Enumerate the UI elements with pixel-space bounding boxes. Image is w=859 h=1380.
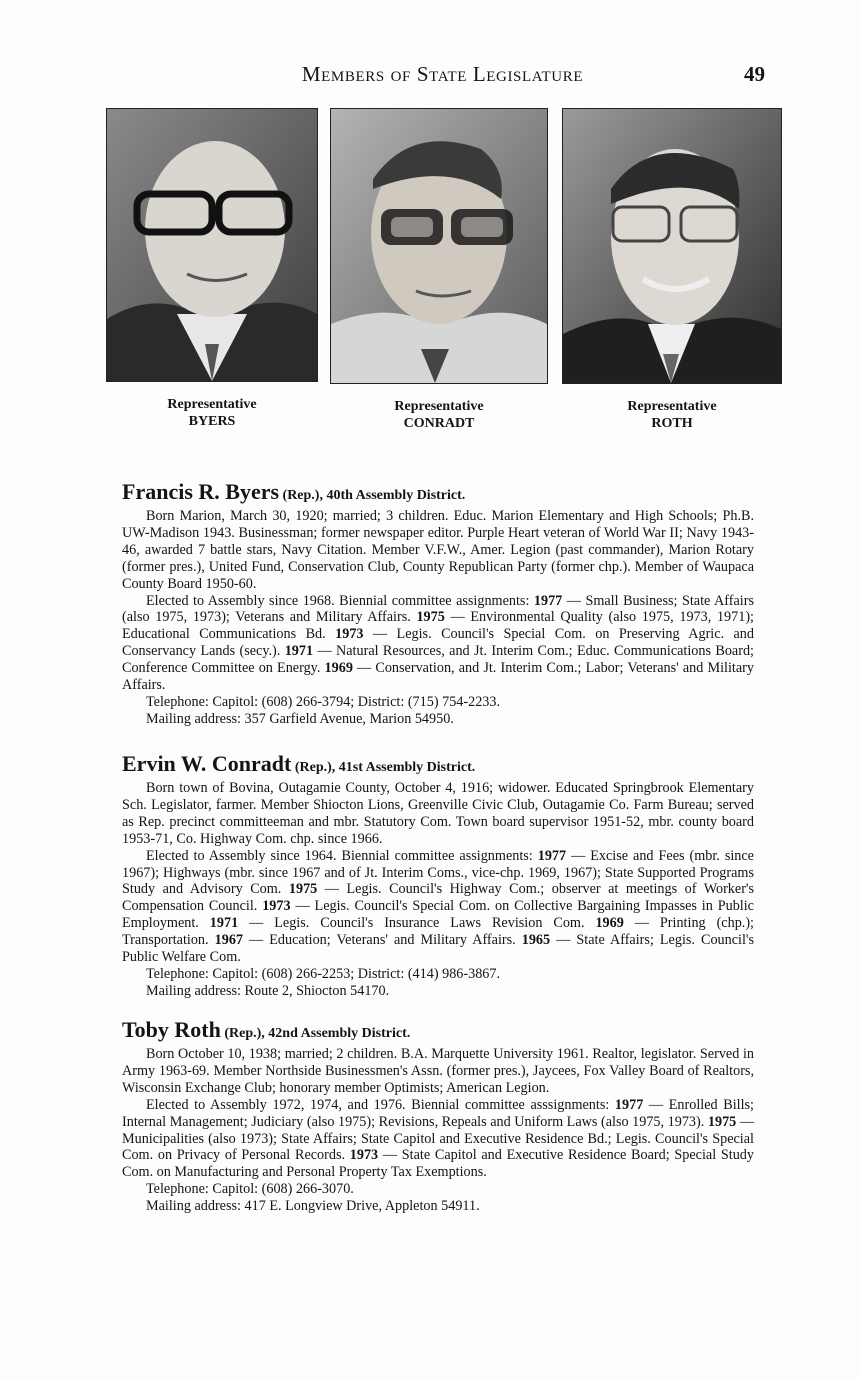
bio-paragraph: Born Marion, March 30, 1920; married; 3 children. Educ. Marion Elementary and High Schools; Ph.B. UW-Madison 1943. Businessman; former newspaper editor. Purple Heart veteran of World War II; Navy 1943-46, awarded 7 battle stars, Navy Citation. Member V.F.W., Amer. Legion (past commander), Marion Rotary (former pres.), United Fund, Conservation Club, County Republican Party (former chp.). Member of Waupaca County Board 1950-60. bbox=[122, 508, 754, 592]
bio-paragraph: Elected to Assembly since 1964. Biennial committee assignments: 1977 — Excise and Fees (mbr. since 1967); Highways (mbr. since 1967 and of Jt. Interim Coms., vice-chp. 1969, 1967); State Supported Programs Study and Advisory Com. 1975 — Legis. Council's Highway Com.; observer at meetings of Worker's Compensation Council. 1973 — Legis. Council's Special Com. on Collective Bargaining Impasses in Public Employment. 1971 — Legis. Council's Insurance Laws Revision Com. 1969 — Printing (chp.); Transportation. 1967 — Education; Veterans' and Military Affairs. 1965 — State Affairs; Legis. Council's Public Welfare Com. bbox=[122, 847, 755, 966]
caption-name: ROTH bbox=[651, 416, 693, 431]
caption-role: Representative bbox=[394, 399, 484, 414]
member-affiliation: (Rep.), 41st Assembly District. bbox=[294, 760, 476, 775]
mailing-address: Mailing address: 417 E. Longview Drive, Appleton 54911. bbox=[146, 1198, 480, 1215]
portrait-conradt bbox=[330, 108, 548, 432]
caption-conradt bbox=[330, 398, 548, 432]
bio-conradt bbox=[122, 752, 754, 1000]
bio-paragraph: Elected to Assembly 1972, 1974, and 1976. Biennial committee asssignments: 1977 — Enrolled Bills; Internal Management; Judiciary (also 1975); Revisions, Repeals and Uniform Laws (also 1975, 1973). 1975 — Municipalities (also 1973); State Affairs; State Capitol and Executive Residence Bd.; Legis. Council's Special Com. on Privacy of Personal Records. 1973 — State Capitol and Executive Residence Board; Special Study Com. on Manufacturing and Personal Property Tax Exemptions. bbox=[122, 1096, 755, 1181]
bio-paragraph: Elected to Assembly since 1968. Biennial committee assignments: 1977 — Small Business; State Affairs (also 1975, 1973); Veterans and Military Affairs. 1975 — Environmental Quality (also 1975, 1973, 1971); Educational Communications Bd. 1973 — Legis. Council's Special Com. on Preserving Agric. and Conservancy Lands (secy.). 1971 — Natural Resources, and Jt. Interim Com.; Educ. Communications Board; Conference Committee on Energy. 1969 — Conservation, and Jt. Interim Com.; Labor; Veterans' and Military Affairs. bbox=[122, 592, 754, 694]
page-header bbox=[120, 62, 765, 96]
bio-paragraph: Born October 10, 1938; married; 2 children. B.A. Marquette University 1961. Realtor, legislator. Served in Army 1963-69. Member Northside Businessmen's Assn. (former pres.), Jaycees, Fox Valley Board of Realtors, Wisconsin Exchange Club; honorary member Optimists; American Legion. bbox=[122, 1046, 754, 1096]
portrait-byers bbox=[106, 108, 318, 430]
member-name: Toby Roth bbox=[122, 1017, 221, 1042]
member-name: Francis R. Byers bbox=[122, 479, 280, 504]
telephone: Telephone: Capitol: (608) 266-2253; District: (414) 986-3867. bbox=[146, 965, 501, 982]
caption-roth bbox=[562, 398, 782, 432]
portrait-row bbox=[0, 108, 859, 448]
bio-heading bbox=[122, 1018, 754, 1046]
photo-conradt bbox=[330, 108, 548, 384]
caption-name: BYERS bbox=[188, 414, 236, 429]
bio-byers bbox=[122, 480, 754, 728]
bio-roth bbox=[122, 1018, 754, 1215]
bio-paragraph: Born town of Bovina, Outagamie County, October 4, 1916; widower. Educated Springbrook Elementary Sch. Legislator, farmer. Member Shiocton Lions, Greenville Civic Club, Outagamie Co. Farm Bureau; served as Rep. precinct committeeman and mbr. Statutory Com. Town board supervisor 1951-52, mbr. county board 1953-71, Co. Highway Com. chp. since 1966. bbox=[122, 780, 754, 847]
member-name: Ervin W. Conradt bbox=[122, 751, 292, 776]
portrait-roth bbox=[562, 108, 782, 432]
page-number: 49 bbox=[744, 62, 765, 86]
page-title: Members of State Legislature bbox=[301, 62, 584, 86]
mailing-address: Mailing address: 357 Garfield Avenue, Marion 54950. bbox=[146, 710, 454, 727]
bio-heading bbox=[122, 480, 754, 508]
mailing-address: Mailing address: Route 2, Shiocton 54170. bbox=[146, 982, 390, 999]
caption-name: CONRADT bbox=[403, 416, 475, 431]
caption-role: Representative bbox=[627, 399, 717, 414]
caption-byers bbox=[106, 396, 318, 430]
member-affiliation: (Rep.), 40th Assembly District. bbox=[282, 488, 466, 503]
telephone: Telephone: Capitol: (608) 266-3070. bbox=[146, 1181, 354, 1198]
member-affiliation: (Rep.), 42nd Assembly District. bbox=[224, 1026, 411, 1041]
photo-byers bbox=[106, 108, 318, 382]
bio-heading bbox=[122, 752, 754, 780]
caption-role: Representative bbox=[167, 397, 257, 412]
telephone: Telephone: Capitol: (608) 266-3794; District: (715) 754-2233. bbox=[146, 693, 501, 710]
photo-roth bbox=[562, 108, 782, 384]
